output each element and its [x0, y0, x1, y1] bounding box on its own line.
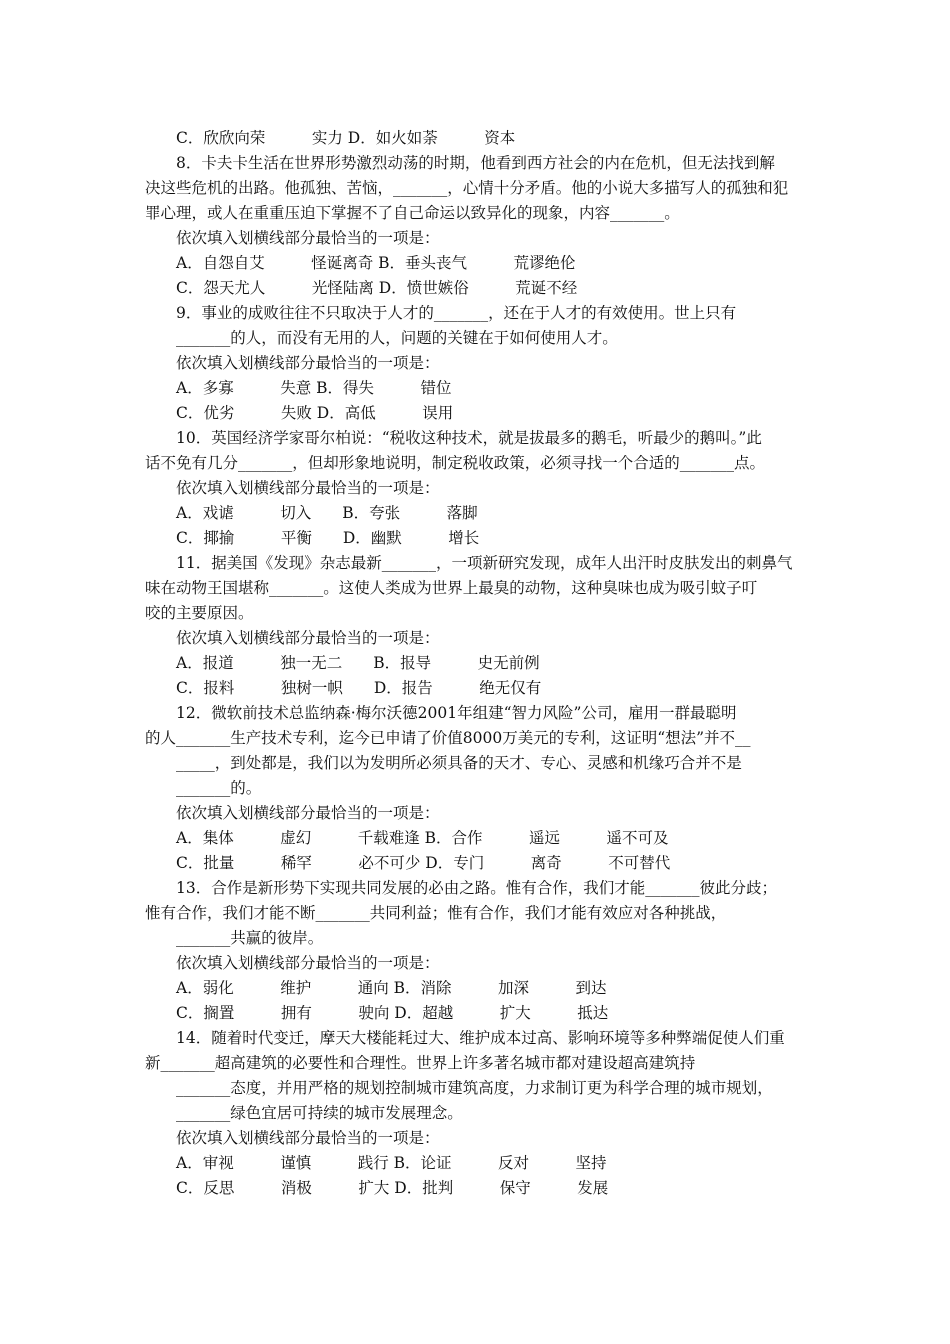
question-8-text: 8．卡夫卡生活在世界形势激烈动荡的时期，他看到西方社会的内在危机，但无法找到解	[176, 154, 775, 172]
option-line: A．自怨自艾 怪诞离奇 B．垂头丧气 荒谬绝伦	[176, 254, 576, 272]
option-line: C．搁置 拥有 驶向 D．超越 扩大 抵达	[176, 1004, 609, 1022]
question-13-text: 13．合作是新形势下实现共同发展的必由之路。惟有合作，我们才能_______彼此分歧；	[176, 879, 777, 897]
option-line: A．弱化 维护 通向 B．消除 加深 到达	[176, 979, 607, 997]
question-14-text: _______绿色宜居可持续的城市发展理念。	[176, 1104, 463, 1122]
question-11-text: 11．据美国《发现》杂志最新_______，一项新研究发现，成年人出汗时皮肤发出的刺鼻气	[176, 554, 793, 572]
question-8-text: 罪心理，或人在重重压迫下掌握不了自己命运以致异化的现象，内容_______。	[145, 204, 680, 222]
question-9-text: _______的人，而没有无用的人，问题的关键在于如何使用人才。	[176, 329, 618, 347]
option-line: A．审视 谨慎 践行 B．论证 反对 坚持	[176, 1154, 607, 1172]
question-14-text: 新_______超高建筑的必要性和合理性。世界上许多著名城市都对建设超高建筑持	[145, 1054, 696, 1072]
instruction-line: 依次填入划横线部分最恰当的一项是：	[176, 1129, 440, 1147]
option-line: A．集体 虚幻 千载难逢 B．合作 遥远 遥不可及	[176, 829, 669, 847]
question-13-text: _______共赢的彼岸。	[176, 929, 324, 947]
option-line: C．反思 消极 扩大 D．批判 保守 发展	[176, 1179, 609, 1197]
instruction-line: 依次填入划横线部分最恰当的一项是：	[176, 479, 440, 497]
option-line: C．报料 独树一帜 D．报告 绝无仅有	[176, 679, 542, 697]
question-12-text: _____，到处都是，我们以为发明所必须具备的天才、专心、灵感和机缘巧合并不是	[176, 754, 742, 772]
instruction-line: 依次填入划横线部分最恰当的一项是：	[176, 804, 440, 822]
question-9-text: 9．事业的成败往往不只取决于人才的_______，还在于人才的有效使用。世上只有	[176, 304, 737, 322]
option-line: C．批量 稀罕 必不可少 D．专门 离奇 不可替代	[176, 854, 671, 872]
question-14-text: 14．随着时代变迁，摩天大楼能耗过大、维护成本过高、影响环境等多种弊端促使人们重	[176, 1029, 785, 1047]
option-line: A．戏谑 切入 B．夸张 落脚	[176, 504, 478, 522]
question-8-text: 决这些危机的出路。他孤独、苦恼，_______，心情十分矛盾。他的小说大多描写人的孤独和犯	[145, 179, 789, 197]
instruction-line: 依次填入划横线部分最恰当的一项是：	[176, 629, 440, 647]
question-12-text: _______的。	[176, 779, 262, 797]
instruction-line: 依次填入划横线部分最恰当的一项是：	[176, 954, 440, 972]
question-11-text: 味在动物王国堪称_______。这使人类成为世界上最臭的动物，这种臭味也成为吸引蚊子叮	[145, 579, 758, 597]
instruction-line: 依次填入划横线部分最恰当的一项是：	[176, 354, 440, 372]
option-line: C．优劣 失败 D．高低 误用	[176, 404, 454, 422]
question-13-text: 惟有合作，我们才能不断_______共同利益；惟有合作，我们才能有效应对各种挑战，	[145, 904, 727, 922]
question-11-text: 咬的主要原因。	[145, 604, 254, 622]
option-line: A．报道 独一无二 B．报导 史无前例	[176, 654, 540, 672]
question-10-text: 10．英国经济学家哥尔柏说：“税收这种技术，就是拔最多的鹅毛，听最少的鹅叫。”此	[176, 429, 762, 447]
question-12-text: 12．微软前技术总监纳森·梅尔沃德2001年组建“智力风险”公司，雇用一群最聪明	[176, 704, 737, 722]
instruction-line: 依次填入划横线部分最恰当的一项是：	[176, 229, 440, 247]
option-line: C．怨天尤人 光怪陆离 D．愤世嫉俗 荒诞不经	[176, 279, 578, 297]
option-line: A．多寡 失意 B．得失 错位	[176, 379, 452, 397]
option-line: C．揶揄 平衡 D．幽默 增长	[176, 529, 480, 547]
question-10-text: 话不免有几分_______，但却形象地说明，制定税收政策，必须寻找一个合适的_______点。	[145, 454, 766, 472]
question-14-text: _______态度，并用严格的规划控制城市建筑高度，力求制订更为科学合理的城市规划，	[176, 1079, 773, 1097]
question-12-text: 的人_______生产技术专利，迄今已申请了价值8000万美元的专利，这证明“想法”并不__	[145, 729, 751, 747]
option-line: C．欣欣向荣 实力 D．如火如荼 资本	[176, 129, 516, 147]
